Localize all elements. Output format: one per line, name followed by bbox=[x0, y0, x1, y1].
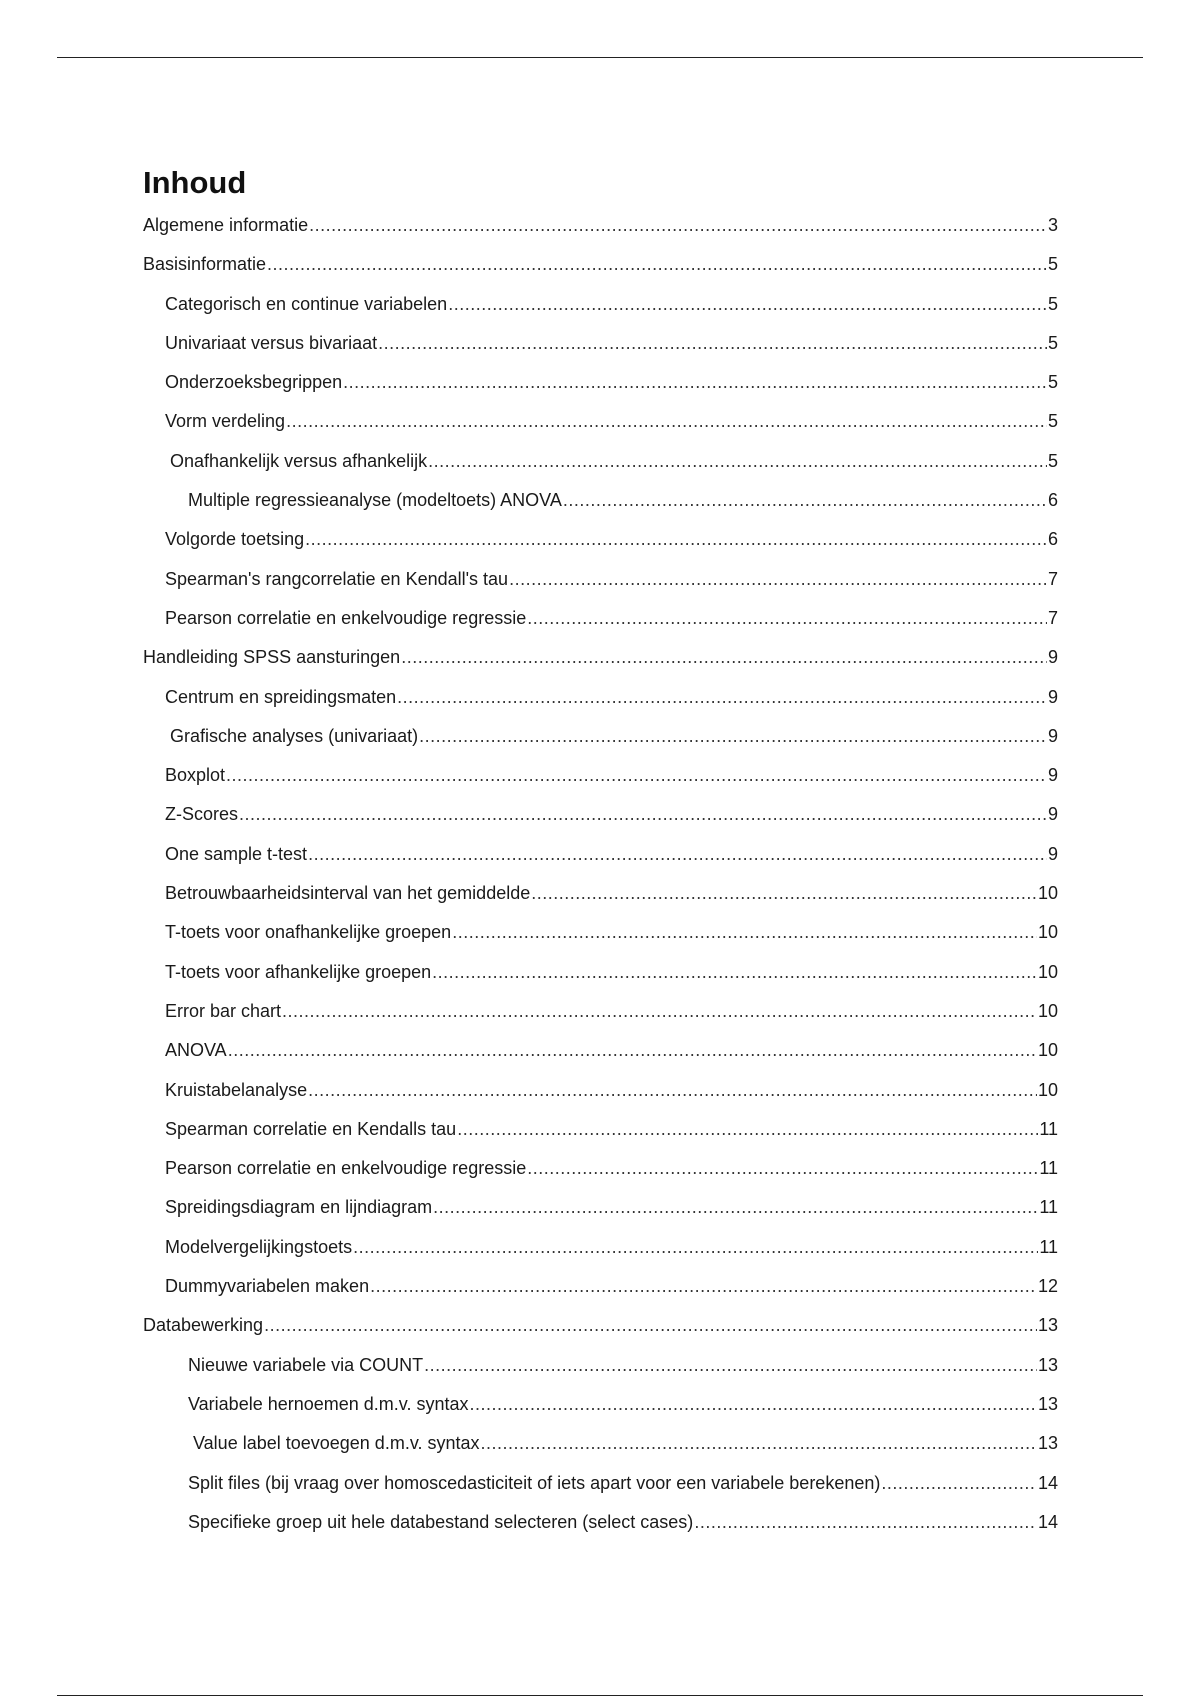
toc-entry[interactable] bbox=[143, 1349, 1058, 1388]
toc-dot-leader bbox=[527, 1156, 1038, 1180]
toc-entry[interactable] bbox=[143, 1506, 1058, 1545]
toc-entry-label: Split files (bij vraag over homoscedasticiteit of iets apart voor een variabele berekenen) bbox=[188, 1472, 881, 1493]
toc-entry-label: Variabele hernoemen d.m.v. syntax bbox=[188, 1393, 469, 1414]
toc-entry[interactable] bbox=[143, 288, 1058, 327]
toc-page-number: 10 bbox=[1037, 961, 1058, 982]
toc-entry-label: Boxplot bbox=[165, 765, 226, 786]
toc-entry-label: Databewerking bbox=[143, 1315, 264, 1336]
toc-entry-label: Spearman correlatie en Kendalls tau bbox=[165, 1118, 457, 1139]
toc-page-number: 5 bbox=[1047, 372, 1058, 393]
toc-entry-label: T-toets voor afhankelijke groepen bbox=[165, 961, 432, 982]
toc-dot-leader bbox=[509, 567, 1047, 591]
toc-page-number: 14 bbox=[1037, 1511, 1058, 1532]
toc-entry[interactable] bbox=[143, 798, 1058, 837]
toc-page-number: 9 bbox=[1047, 765, 1058, 786]
toc-entry-label: Modelvergelijkingstoets bbox=[165, 1236, 353, 1257]
toc-entry-label: Z-Scores bbox=[165, 804, 239, 825]
table-of-contents bbox=[143, 163, 1058, 1545]
toc-page-number: 13 bbox=[1037, 1433, 1058, 1454]
toc-entry-label: Basisinformatie bbox=[143, 254, 267, 275]
toc-entry[interactable] bbox=[143, 484, 1058, 523]
toc-entry-label: T-toets voor onafhankelijke groepen bbox=[165, 922, 452, 943]
toc-entry[interactable] bbox=[143, 405, 1058, 444]
toc-dot-leader bbox=[308, 1078, 1037, 1102]
toc-dot-leader bbox=[286, 409, 1047, 433]
toc-entry[interactable] bbox=[143, 327, 1058, 366]
toc-dot-leader bbox=[481, 1431, 1037, 1455]
toc-dot-leader bbox=[309, 213, 1047, 237]
toc-dot-leader bbox=[452, 920, 1037, 944]
toc-page-number: 5 bbox=[1047, 332, 1058, 353]
toc-dot-leader bbox=[563, 488, 1047, 512]
toc-dot-leader bbox=[432, 960, 1037, 984]
toc-dot-leader bbox=[267, 252, 1047, 276]
toc-dot-leader bbox=[370, 1274, 1037, 1298]
toc-entry[interactable] bbox=[143, 1074, 1058, 1113]
toc-entry[interactable] bbox=[143, 1467, 1058, 1506]
toc-page-number: 13 bbox=[1037, 1354, 1058, 1375]
toc-dot-leader bbox=[881, 1471, 1037, 1495]
toc-page-number: 10 bbox=[1037, 1000, 1058, 1021]
toc-page-number: 9 bbox=[1047, 647, 1058, 668]
toc-entry[interactable] bbox=[143, 248, 1058, 287]
toc-entry[interactable] bbox=[143, 1191, 1058, 1230]
toc-dot-leader bbox=[469, 1392, 1036, 1416]
toc-page-number: 6 bbox=[1047, 529, 1058, 550]
toc-entry-label: Algemene informatie bbox=[143, 215, 309, 235]
toc-entry-label: Handleiding SPSS aansturingen bbox=[143, 647, 401, 668]
toc-entry[interactable] bbox=[143, 445, 1058, 484]
toc-page-number: 14 bbox=[1037, 1472, 1058, 1493]
toc-dot-leader bbox=[239, 802, 1047, 826]
toc-heading: Inhoud bbox=[143, 165, 247, 200]
toc-entry-label: Value label toevoegen d.m.v. syntax bbox=[193, 1433, 480, 1454]
toc-entry[interactable] bbox=[143, 956, 1058, 995]
toc-entry[interactable] bbox=[143, 1034, 1058, 1073]
toc-page-number: 11 bbox=[1039, 1197, 1058, 1218]
toc-dot-leader bbox=[424, 1353, 1037, 1377]
toc-entry[interactable] bbox=[143, 1152, 1058, 1191]
toc-dot-leader bbox=[419, 724, 1047, 748]
toc-entry-label: Dummyvariabelen maken bbox=[165, 1276, 370, 1297]
toc-entry[interactable] bbox=[143, 720, 1058, 759]
toc-entry[interactable] bbox=[143, 1270, 1058, 1309]
toc-entry[interactable] bbox=[143, 1309, 1058, 1348]
toc-page-number: 11 bbox=[1039, 1118, 1058, 1139]
toc-entry-label: Vorm verdeling bbox=[165, 411, 286, 432]
toc-entry-label: Pearson correlatie en enkelvoudige regressie bbox=[165, 1158, 527, 1179]
toc-entry-label: Spreidingsdiagram en lijndiagram bbox=[165, 1197, 433, 1218]
toc-page-number: 12 bbox=[1037, 1276, 1058, 1297]
toc-page-number: 13 bbox=[1037, 1315, 1058, 1336]
footer-rule bbox=[57, 1695, 1143, 1696]
toc-dot-leader bbox=[226, 763, 1047, 787]
toc-entry-label: Centrum en spreidingsmaten bbox=[165, 686, 397, 707]
toc-dot-leader bbox=[448, 292, 1047, 316]
toc-page-number: 3 bbox=[1047, 215, 1058, 235]
toc-dot-leader bbox=[397, 685, 1047, 709]
toc-dot-leader bbox=[305, 527, 1047, 551]
toc-entry[interactable] bbox=[143, 1388, 1058, 1427]
toc-page-number: 7 bbox=[1047, 607, 1058, 628]
toc-dot-leader bbox=[228, 1038, 1037, 1062]
toc-page-number: 13 bbox=[1037, 1393, 1058, 1414]
toc-entry[interactable] bbox=[143, 759, 1058, 798]
toc-entry[interactable] bbox=[143, 838, 1058, 877]
toc-page-number: 10 bbox=[1037, 883, 1058, 904]
toc-entry[interactable] bbox=[143, 366, 1058, 405]
toc-entry[interactable] bbox=[143, 681, 1058, 720]
toc-entry-label: Pearson correlatie en enkelvoudige regressie bbox=[165, 607, 527, 628]
toc-page-number: 10 bbox=[1037, 922, 1058, 943]
toc-entry[interactable] bbox=[143, 523, 1058, 562]
toc-dot-leader bbox=[353, 1235, 1038, 1259]
toc-entry-label: Volgorde toetsing bbox=[165, 529, 305, 550]
toc-page-number: 10 bbox=[1037, 1079, 1058, 1100]
toc-entry-label: Grafische analyses (univariaat) bbox=[170, 725, 419, 746]
toc-page-number: 5 bbox=[1047, 254, 1058, 275]
toc-page-number: 11 bbox=[1039, 1236, 1058, 1257]
toc-entry-label: Specifieke groep uit hele databestand selecteren (select cases) bbox=[188, 1511, 694, 1532]
toc-page-number: 9 bbox=[1047, 804, 1058, 825]
toc-entry[interactable] bbox=[143, 1113, 1058, 1152]
toc-entry-label: Error bar chart bbox=[165, 1000, 282, 1021]
toc-page-number: 5 bbox=[1047, 293, 1058, 314]
toc-dot-leader bbox=[457, 1117, 1038, 1141]
header-rule bbox=[57, 57, 1143, 58]
toc-dot-leader bbox=[378, 331, 1047, 355]
toc-dot-leader bbox=[308, 842, 1047, 866]
toc-dot-leader bbox=[433, 1195, 1038, 1219]
toc-page-number: 9 bbox=[1047, 686, 1058, 707]
toc-entry-label: Spearman's rangcorrelatie en Kendall's tau bbox=[165, 568, 509, 589]
toc-dot-leader bbox=[343, 370, 1047, 394]
toc-page-number: 5 bbox=[1047, 411, 1058, 432]
toc-entry-label: Univariaat versus bivariaat bbox=[165, 332, 378, 353]
toc-entry-label: One sample t-test bbox=[165, 843, 308, 864]
toc-page-number: 9 bbox=[1047, 843, 1058, 864]
toc-entry[interactable] bbox=[143, 1231, 1058, 1270]
toc-dot-leader bbox=[428, 449, 1047, 473]
toc-entry[interactable] bbox=[143, 209, 1058, 248]
toc-entry-label: ANOVA bbox=[165, 1040, 227, 1061]
toc-entry-label: Categorisch en continue variabelen bbox=[165, 293, 448, 314]
toc-page-number: 6 bbox=[1047, 490, 1058, 511]
toc-entry-list bbox=[143, 209, 1058, 1545]
toc-entry[interactable] bbox=[143, 877, 1058, 916]
toc-dot-leader bbox=[264, 1313, 1037, 1337]
toc-entry-label: Nieuwe variabele via COUNT bbox=[188, 1354, 424, 1375]
toc-page-number: 5 bbox=[1047, 450, 1058, 471]
toc-page-number: 7 bbox=[1047, 568, 1058, 589]
toc-entry-label: Kruistabelanalyse bbox=[165, 1079, 308, 1100]
toc-entry[interactable] bbox=[143, 916, 1058, 955]
toc-entry-label: Onderzoeksbegrippen bbox=[165, 372, 343, 393]
toc-page-number: 9 bbox=[1047, 725, 1058, 746]
toc-entry[interactable] bbox=[143, 1427, 1058, 1466]
toc-entry[interactable] bbox=[143, 563, 1058, 602]
toc-entry[interactable] bbox=[143, 995, 1058, 1034]
toc-entry-label: Onafhankelijk versus afhankelijk bbox=[170, 450, 428, 471]
toc-dot-leader bbox=[401, 645, 1047, 669]
toc-entry-label: Multiple regressieanalyse (modeltoets) ANOVA bbox=[188, 490, 562, 511]
toc-entry[interactable] bbox=[143, 641, 1058, 680]
toc-page-number: 10 bbox=[1037, 1040, 1058, 1061]
toc-dot-leader bbox=[527, 606, 1047, 630]
toc-dot-leader bbox=[282, 999, 1037, 1023]
toc-dot-leader bbox=[531, 881, 1037, 905]
toc-entry[interactable] bbox=[143, 602, 1058, 641]
toc-page-number: 11 bbox=[1039, 1158, 1058, 1179]
toc-entry-label: Betrouwbaarheidsinterval van het gemiddelde bbox=[165, 883, 531, 904]
toc-dot-leader bbox=[694, 1510, 1037, 1534]
